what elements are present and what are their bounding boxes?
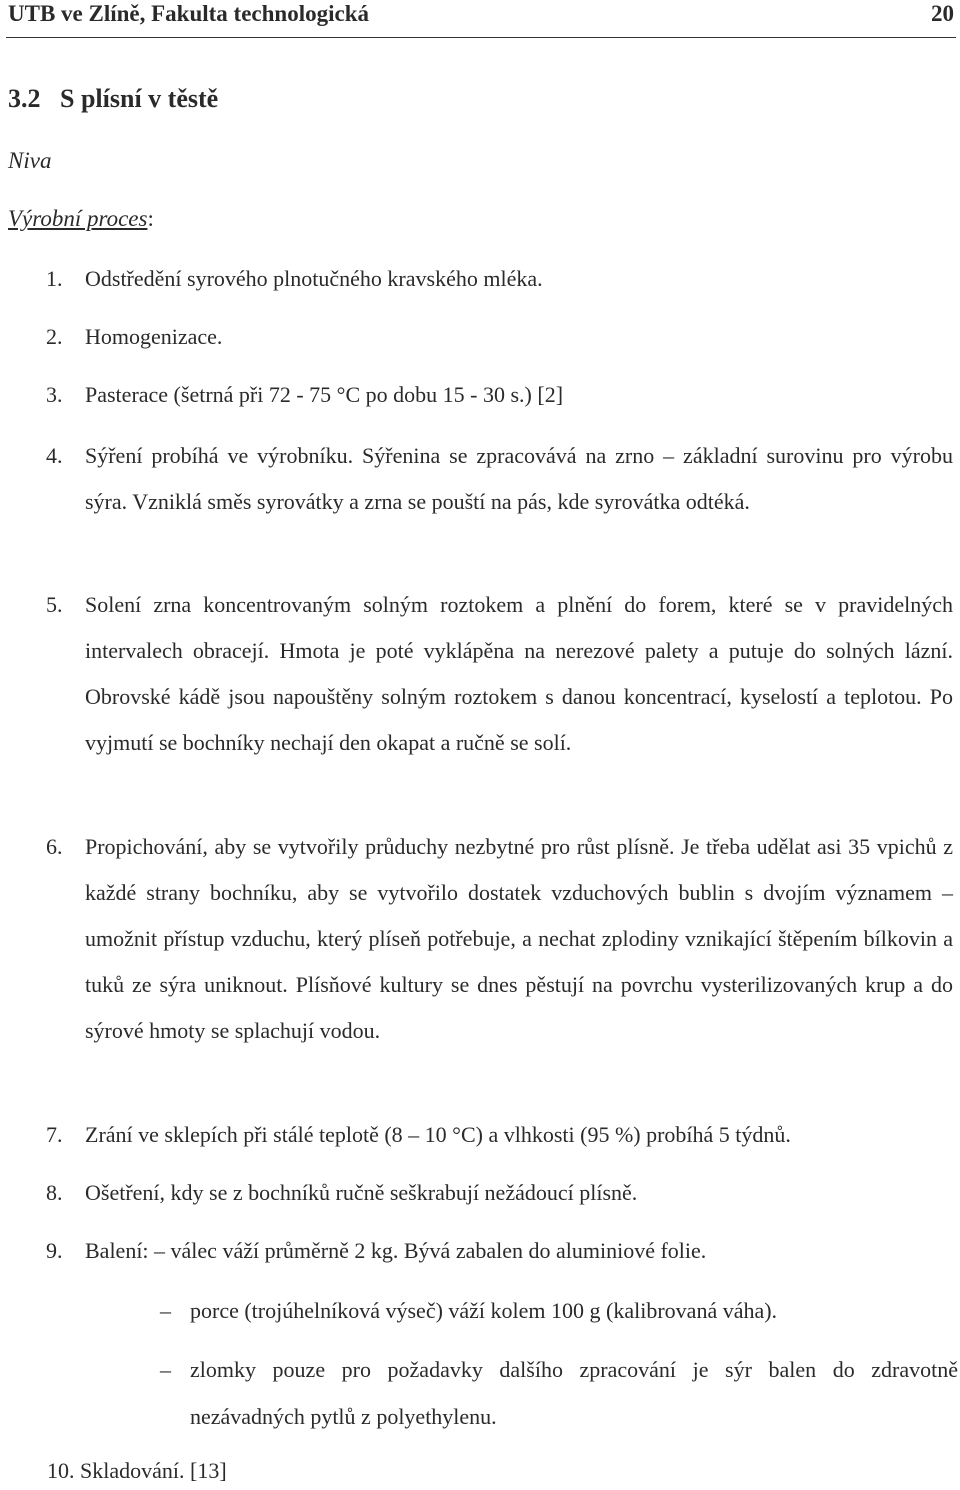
- sub-list-item-text: zlomky pouze pro požadavky dalšího zpracování je sýr balen do zdravotně nezávadných pytlů z polyethylenu.: [190, 1357, 958, 1429]
- list-item-number: 9.: [46, 1238, 63, 1263]
- list-item-number: 1.: [46, 266, 63, 291]
- section-number: 3.2: [8, 84, 41, 113]
- list-item: [46, 314, 953, 360]
- section-title: S plísní v těstě: [60, 84, 219, 113]
- list-item-text: Balení: – válec váží průměrně 2 kg. Bývá zabalen do aluminiové folie.: [85, 1238, 707, 1263]
- list-item-number: 5.: [46, 592, 63, 617]
- list-item: [46, 1228, 953, 1274]
- list-item-last: [47, 1458, 227, 1484]
- list-item-text: Ošetření, kdy se z bochníků ručně seškrabují nežádoucí plísně.: [85, 1180, 638, 1205]
- section-heading: [8, 84, 218, 114]
- list-item-text: Odstředění syrového plnotučného kravského mléka.: [85, 266, 543, 291]
- list-item-number: 4.: [46, 443, 63, 468]
- list-item-number: 7.: [46, 1122, 63, 1147]
- list-item-text: Skladování. [13]: [80, 1458, 227, 1483]
- list-item-number: 2.: [46, 324, 63, 349]
- list-item-number: 8.: [46, 1180, 63, 1205]
- list-item-text: Homogenizace.: [85, 324, 223, 349]
- list-item-text: Zrání ve sklepích při stálé teplotě (8 – 10 °C) a vlhkosti (95 %) probíhá 5 týdnů.: [85, 1122, 791, 1147]
- dash-marker: –: [160, 1298, 171, 1323]
- list-item-text: Propichování, aby se vytvořily průduchy nezbytné pro růst plísně. Je třeba udělat asi 35 vpichů z každé strany bochníku, aby se vytvořilo dostatek vzduchových bublin s dvojím významem – umožnit přístup vzduchu, který plíseň potřebuje, a nechat zplodiny vznikající štěpením bílkovin a tuků ze sýra uniknout. Plísňové kultury se dnes pěstují na povrchu vysterilizovaných krup a do sýrové hmoty se splachují vodou.: [85, 834, 953, 1043]
- list-item-text: Pasterace (šetrná při 72 - 75 °C po dobu 15 - 30 s.) [2]: [85, 382, 564, 407]
- page-number: 20: [931, 1, 954, 26]
- page-header: [6, 0, 956, 38]
- dash-marker: –: [160, 1357, 171, 1382]
- list-item: [46, 256, 953, 302]
- list-item-number: 10.: [47, 1458, 75, 1483]
- sub-list-item-text: porce (trojúhelníková výseč) váží kolem 100 g (kalibrovaná váha).: [190, 1298, 778, 1323]
- list-item: [46, 372, 953, 418]
- header-title: UTB ve Zlíně, Fakulta technologická: [8, 1, 369, 26]
- list-item: [46, 1170, 953, 1216]
- process-label-colon: :: [147, 206, 154, 231]
- list-item-text: Sýření probíhá ve výrobníku. Sýřenina se zpracovává na zrno – základní surovinu pro výrobu sýra. Vzniklá směs syrovátky a zrna se pouští na pás, kde syrovátka odtéká.: [85, 443, 953, 514]
- list-item-number: 6.: [46, 834, 63, 859]
- list-item: [46, 1112, 953, 1158]
- list-item-text: Solení zrna koncentrovaným solným roztokem a plnění do forem, které se v pravidelných intervalech obracejí. Hmota je poté vyklápěna na nerezové palety a putuje do solných lázní. Obrovské kádě jsou napouštěny solným roztokem s danou koncentrací, kyselostí a teplotou. Po vyjmutí se bochníky nechají den okapat a ručně se solí.: [85, 592, 953, 755]
- process-label: [8, 206, 154, 232]
- list-item: [46, 582, 953, 766]
- list-item: [46, 433, 953, 525]
- list-item: [46, 824, 953, 1054]
- list-item-number: 3.: [46, 382, 63, 407]
- process-label-text: Výrobní proces: [8, 206, 148, 231]
- subtitle: Niva: [8, 148, 52, 173]
